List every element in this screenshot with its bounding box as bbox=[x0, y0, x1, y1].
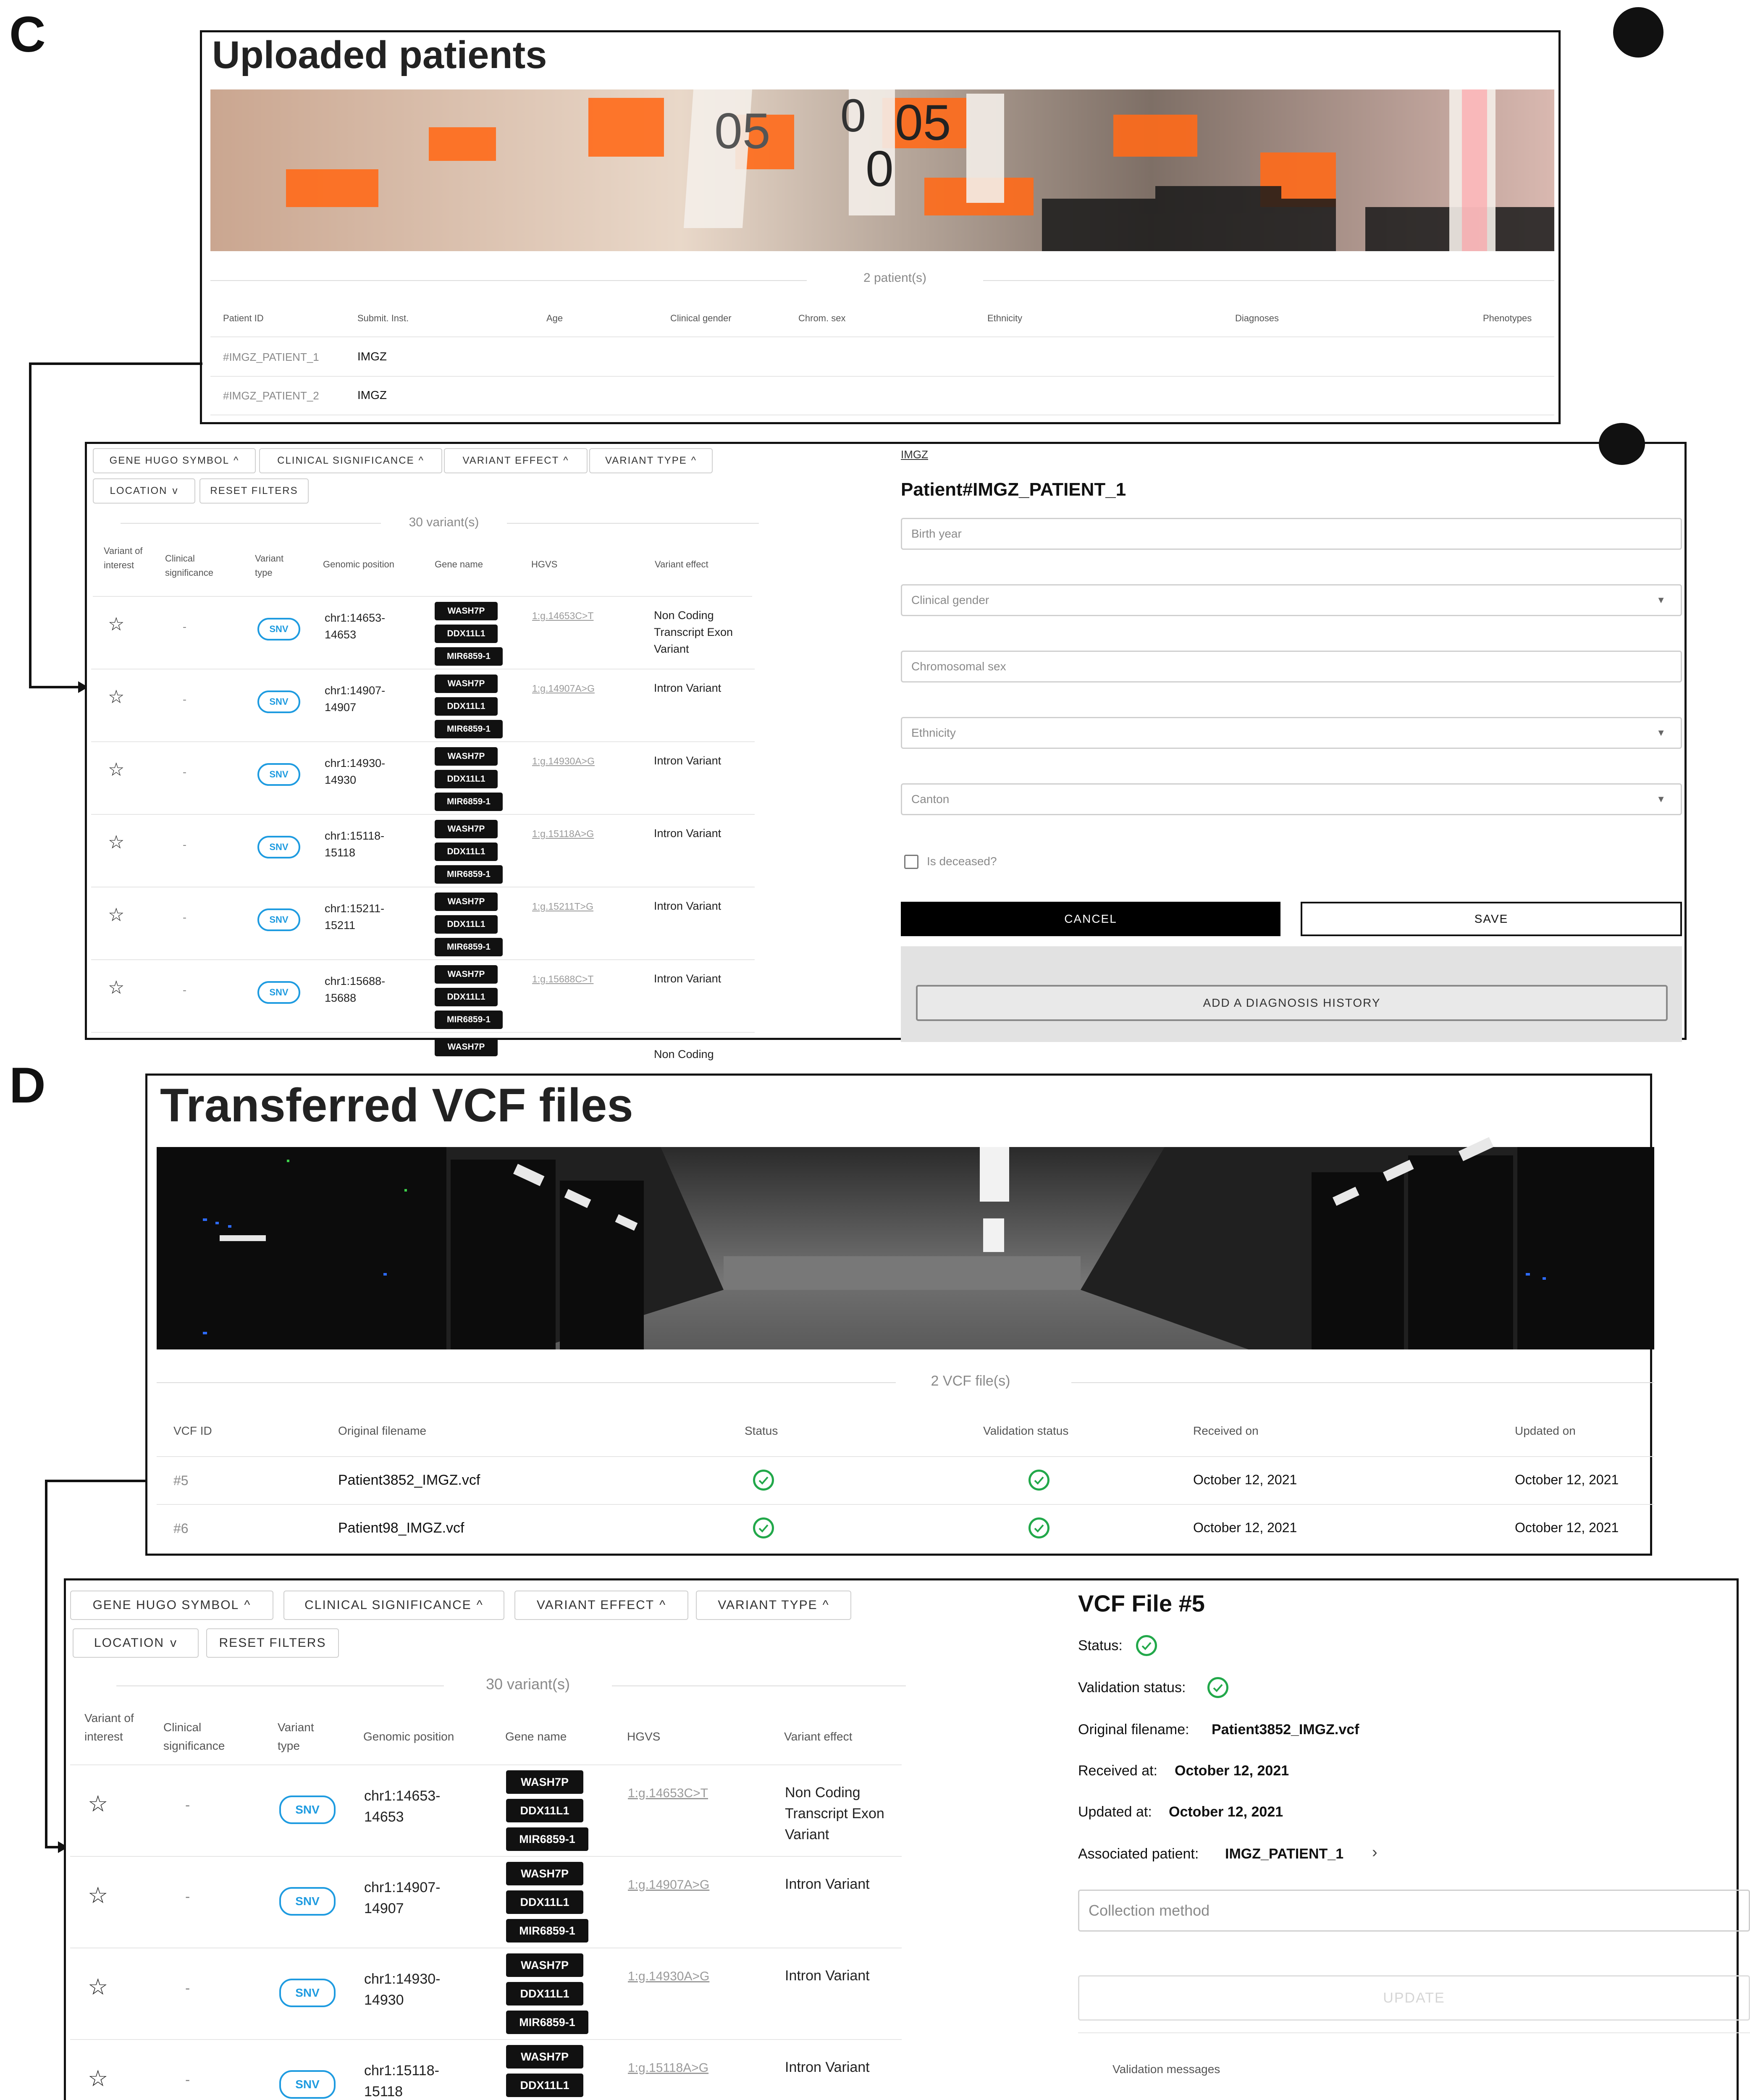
gene-chip[interactable]: WASH7P bbox=[506, 1862, 583, 1885]
page-title: Transferred VCF files bbox=[160, 1079, 633, 1131]
filter-variant-type[interactable]: VARIANT TYPE ^ bbox=[696, 1591, 851, 1620]
received-at-label: Received at: bbox=[1078, 1763, 1157, 1779]
clinical-significance: - bbox=[183, 620, 186, 633]
chevron-up-icon: ^ bbox=[822, 1598, 829, 1612]
hgvs-link[interactable]: 1:g.14653C>T bbox=[532, 610, 594, 621]
chevron-up-icon: ^ bbox=[244, 1598, 251, 1612]
col-header[interactable]: Patient ID bbox=[223, 313, 264, 323]
star-icon[interactable]: ☆ bbox=[108, 832, 125, 853]
gene-chip[interactable]: WASH7P bbox=[435, 747, 498, 766]
canton-select[interactable]: Canton ▼ bbox=[901, 783, 1682, 815]
variant-effect: Intron Variant bbox=[785, 1876, 870, 1892]
variant-row[interactable] bbox=[87, 887, 759, 960]
transferred-vcf-window bbox=[145, 1074, 1652, 1556]
genomic-position: chr1:14907-14907 bbox=[325, 684, 386, 714]
clinical-significance: - bbox=[183, 911, 186, 924]
col-header[interactable]: VCF ID bbox=[173, 1424, 212, 1437]
gene-chip[interactable]: MIR6859-1 bbox=[435, 865, 503, 884]
update-button[interactable]: UPDATE bbox=[1078, 1975, 1750, 2021]
reset-filters-button[interactable]: RESET FILTERS bbox=[199, 478, 309, 504]
chevron-up-icon: ^ bbox=[234, 455, 239, 466]
col-header[interactable]: Received on bbox=[1193, 1424, 1259, 1437]
col-header-clinical-significance[interactable]: Clinical significance bbox=[163, 1721, 225, 1752]
gene-chip[interactable]: DDX11L1 bbox=[435, 697, 498, 716]
genomic-position: chr1:14907-14907 bbox=[364, 1880, 441, 1916]
gene-chip[interactable]: WASH7P bbox=[506, 2045, 583, 2068]
gene-chip[interactable]: WASH7P bbox=[435, 965, 498, 984]
col-header-variant-effect[interactable]: Variant effect bbox=[655, 559, 708, 570]
gene-chip[interactable]: MIR6859-1 bbox=[435, 938, 503, 956]
patient-title: Patient#IMGZ_PATIENT_1 bbox=[901, 479, 1126, 500]
clinical-significance: - bbox=[185, 1889, 190, 1905]
genomic-position: chr1:14930-14930 bbox=[325, 757, 386, 786]
original-filename-value: Patient3852_IMGZ.vcf bbox=[1212, 1722, 1359, 1738]
vcf-id[interactable]: #5 bbox=[173, 1473, 189, 1488]
patient-id[interactable]: #IMGZ_PATIENT_1 bbox=[223, 351, 319, 363]
folder-number: 0 bbox=[840, 90, 866, 142]
col-header-gene-name[interactable]: Gene name bbox=[505, 1730, 567, 1743]
submit-inst: IMGZ bbox=[357, 350, 387, 363]
variant-effect: Intron Variant bbox=[654, 754, 722, 767]
gene-chip[interactable]: MIR6859-1 bbox=[435, 1011, 503, 1029]
col-header[interactable]: Diagnoses bbox=[1235, 313, 1279, 323]
validation-status-label: Validation status: bbox=[1078, 1680, 1186, 1696]
is-deceased-checkbox[interactable] bbox=[904, 855, 918, 869]
col-header-variant-of-interest[interactable]: Variant of interest bbox=[104, 546, 143, 570]
patient-count: 2 patient(s) bbox=[863, 271, 927, 285]
col-header[interactable]: Updated on bbox=[1515, 1424, 1576, 1437]
variant-type-badge: SNV bbox=[279, 1979, 336, 2007]
page-title: Uploaded patients bbox=[212, 34, 547, 76]
variant-type-badge: SNV bbox=[257, 618, 300, 640]
col-header[interactable]: Original filename bbox=[338, 1424, 427, 1437]
variant-effect: Intron Variant bbox=[785, 1968, 870, 1984]
variant-row[interactable] bbox=[66, 1765, 906, 1857]
gene-chip[interactable]: DDX11L1 bbox=[506, 1982, 583, 2006]
updated-on: October 12, 2021 bbox=[1515, 1520, 1619, 1535]
vcf-file-title: VCF File #5 bbox=[1078, 1590, 1205, 1617]
cancel-button[interactable]: CANCEL bbox=[901, 902, 1280, 936]
col-header-variant-effect[interactable]: Variant effect bbox=[784, 1730, 853, 1743]
variant-row[interactable] bbox=[87, 815, 759, 887]
genomic-position: chr1:14653-14653 bbox=[364, 1788, 441, 1825]
gene-chip[interactable]: DDX11L1 bbox=[506, 2074, 583, 2097]
patient-detail-window bbox=[85, 442, 1687, 1060]
genomic-position: chr1:15688-15688 bbox=[325, 975, 386, 1004]
chevron-right-icon[interactable]: › bbox=[1372, 1843, 1377, 1861]
gene-chip[interactable]: WASH7P bbox=[435, 602, 498, 620]
table-row[interactable] bbox=[157, 1458, 1654, 1503]
star-icon[interactable]: ☆ bbox=[108, 614, 125, 635]
collection-method-field[interactable]: Collection method bbox=[1078, 1890, 1750, 1932]
submit-inst: IMGZ bbox=[357, 388, 387, 402]
chevron-up-icon: ^ bbox=[476, 1598, 483, 1612]
hgvs-link[interactable]: 1:g.15118A>G bbox=[628, 2061, 709, 2075]
institution-link[interactable]: IMGZ bbox=[901, 448, 928, 461]
table-row[interactable] bbox=[157, 1506, 1654, 1551]
gene-chip[interactable]: DDX11L1 bbox=[506, 1799, 583, 1822]
variant-type-badge: SNV bbox=[279, 1796, 336, 1824]
variant-type-badge: SNV bbox=[257, 763, 300, 786]
dropdown-arrow-icon: ▼ bbox=[1656, 794, 1666, 804]
hgvs-link[interactable]: 1:g.15118A>G bbox=[532, 828, 594, 839]
hgvs-link[interactable]: 1:g.14907A>G bbox=[628, 1878, 710, 1892]
col-header-genomic-position[interactable]: Genomic position bbox=[323, 559, 394, 570]
col-header[interactable]: Submit. Inst. bbox=[357, 313, 409, 323]
vcf-id[interactable]: #6 bbox=[173, 1521, 189, 1536]
chevron-up-icon: ^ bbox=[563, 455, 569, 466]
variant-row[interactable] bbox=[66, 1857, 906, 1948]
gene-chip[interactable]: MIR6859-1 bbox=[435, 793, 503, 811]
clinical-significance: - bbox=[185, 1980, 190, 1996]
variant-effect: Intron Variant bbox=[785, 2059, 870, 2075]
gene-chip[interactable]: MIR6859-1 bbox=[506, 1919, 588, 1942]
genomic-position: chr1:15118-15118 bbox=[325, 830, 385, 859]
filter-gene-hugo-symbol[interactable]: GENE HUGO SYMBOL ^ bbox=[70, 1591, 273, 1620]
dropdown-arrow-icon: ▼ bbox=[1656, 595, 1666, 605]
gene-chip[interactable]: DDX11L1 bbox=[435, 915, 498, 934]
close-icon[interactable] bbox=[1599, 423, 1645, 465]
received-on: October 12, 2021 bbox=[1193, 1472, 1297, 1487]
filter-variant-effect[interactable]: VARIANT EFFECT ^ bbox=[444, 448, 588, 473]
panel-label-d: D bbox=[9, 1057, 46, 1113]
col-header-hgvs[interactable]: HGVS bbox=[627, 1730, 661, 1743]
col-header[interactable]: Clinical gender bbox=[670, 313, 732, 323]
chevron-down-icon: v bbox=[172, 485, 178, 496]
folder-number: 05 bbox=[714, 103, 771, 159]
original-filename-label: Original filename: bbox=[1078, 1722, 1189, 1738]
variant-count: 30 variant(s) bbox=[409, 515, 479, 529]
clinical-significance: - bbox=[185, 1797, 190, 1813]
variant-effect: Intron Variant bbox=[654, 682, 722, 694]
panel-label-c: C bbox=[9, 6, 46, 63]
vcf-filename: Patient98_IMGZ.vcf bbox=[338, 1520, 464, 1536]
clinical-significance: - bbox=[183, 766, 186, 778]
ethnicity-select[interactable]: Ethnicity ▼ bbox=[901, 717, 1682, 749]
associated-patient-label: Associated patient: bbox=[1078, 1846, 1199, 1862]
star-icon[interactable]: ☆ bbox=[108, 759, 125, 780]
col-header[interactable]: Ethnicity bbox=[987, 313, 1023, 323]
received-on: October 12, 2021 bbox=[1193, 1520, 1297, 1535]
filter-location[interactable]: LOCATION v bbox=[93, 478, 195, 504]
gene-chip[interactable]: MIR6859-1 bbox=[506, 2011, 588, 2034]
birth-year-field[interactable]: Birth year bbox=[901, 518, 1682, 550]
gene-chip[interactable]: WASH7P bbox=[435, 892, 498, 911]
star-icon[interactable]: ☆ bbox=[88, 2066, 108, 2091]
dropdown-arrow-icon: ▼ bbox=[1656, 727, 1666, 738]
gene-chip[interactable]: DDX11L1 bbox=[435, 770, 498, 788]
gene-chip[interactable]: WASH7P bbox=[506, 1953, 583, 1977]
gene-chip[interactable]: WASH7P bbox=[435, 1038, 498, 1056]
variant-effect: Non Coding Transcript Exon Variant bbox=[785, 1785, 884, 1843]
validation-check-icon bbox=[1028, 1517, 1049, 1538]
hgvs-link[interactable]: 1:g.14930A>G bbox=[628, 1969, 710, 1983]
genomic-position: chr1:14930-14930 bbox=[364, 1971, 441, 2008]
validation-check-icon bbox=[1028, 1470, 1049, 1491]
vcf-filename: Patient3852_IMGZ.vcf bbox=[338, 1472, 480, 1488]
variant-table-body bbox=[66, 1765, 906, 2100]
hgvs-link[interactable]: 1:g.15211T>G bbox=[532, 901, 593, 912]
gene-chip[interactable]: WASH7P bbox=[435, 820, 498, 838]
col-header[interactable]: Validation status bbox=[983, 1424, 1069, 1437]
hgvs-link[interactable]: 1:g.15688C>T bbox=[532, 974, 594, 984]
clinical-significance: - bbox=[183, 984, 186, 996]
status-check-icon bbox=[753, 1470, 774, 1491]
filter-clinical-significance[interactable]: CLINICAL SIGNIFICANCE ^ bbox=[259, 448, 442, 473]
col-header-clinical-significance[interactable]: Clinical significance bbox=[165, 553, 213, 578]
filter-clinical-significance[interactable]: CLINICAL SIGNIFICANCE ^ bbox=[283, 1591, 504, 1620]
associated-patient-link[interactable]: IMGZ_PATIENT_1 bbox=[1225, 1846, 1344, 1862]
filter-variant-effect[interactable]: VARIANT EFFECT ^ bbox=[514, 1591, 688, 1620]
clinical-significance: - bbox=[183, 838, 186, 851]
patient-id[interactable]: #IMGZ_PATIENT_2 bbox=[223, 389, 319, 402]
received-at-value: October 12, 2021 bbox=[1175, 1763, 1289, 1779]
hgvs-link[interactable]: 1:g.14930A>G bbox=[532, 756, 595, 766]
variant-effect: Intron Variant bbox=[654, 900, 722, 912]
variant-row[interactable] bbox=[87, 597, 759, 669]
variant-effect: Non Coding bbox=[654, 1048, 714, 1060]
vcf-count: 2 VCF file(s) bbox=[931, 1373, 1010, 1389]
variant-type-badge: SNV bbox=[257, 836, 300, 858]
star-icon[interactable]: ☆ bbox=[88, 1974, 108, 2000]
star-icon[interactable]: ☆ bbox=[88, 1883, 108, 1908]
chevron-up-icon: ^ bbox=[659, 1598, 666, 1612]
variant-row[interactable] bbox=[87, 742, 759, 815]
col-header-gene-name[interactable]: Gene name bbox=[435, 559, 483, 570]
col-header[interactable]: Chrom. sex bbox=[798, 313, 846, 323]
star-icon[interactable]: ☆ bbox=[88, 1791, 108, 1816]
gene-chip[interactable]: DDX11L1 bbox=[506, 1890, 583, 1914]
chromosomal-sex-field[interactable]: Chromosomal sex bbox=[901, 651, 1682, 682]
gene-chip[interactable]: MIR6859-1 bbox=[435, 720, 503, 738]
variant-type-badge: SNV bbox=[279, 2070, 336, 2099]
col-header-variant-type[interactable]: Variant type bbox=[255, 553, 284, 578]
chevron-up-icon: ^ bbox=[691, 455, 697, 466]
add-diagnosis-history-button[interactable]: ADD A DIAGNOSIS HISTORY bbox=[916, 985, 1668, 1021]
variant-table-body bbox=[87, 597, 759, 1060]
variant-row[interactable] bbox=[66, 1948, 906, 2040]
variant-row[interactable] bbox=[87, 669, 759, 742]
gene-chip[interactable]: MIR6859-1 bbox=[506, 1827, 588, 1851]
variant-count: 30 variant(s) bbox=[485, 1675, 570, 1693]
validation-check-icon bbox=[1207, 1677, 1228, 1698]
is-deceased-label: Is deceased? bbox=[927, 855, 997, 868]
star-icon[interactable]: ☆ bbox=[108, 905, 125, 925]
clinical-significance: - bbox=[183, 693, 186, 706]
status-check-icon bbox=[1136, 1635, 1157, 1656]
col-header[interactable]: Age bbox=[546, 313, 563, 323]
chevron-up-icon: ^ bbox=[418, 455, 424, 466]
vcf-detail-window bbox=[64, 1578, 1739, 2100]
filter-gene-hugo-symbol[interactable]: GENE HUGO SYMBOL ^ bbox=[93, 448, 256, 473]
gene-chip[interactable]: MIR6859-1 bbox=[435, 647, 503, 666]
genomic-position: chr1:15118-15118 bbox=[364, 2063, 439, 2100]
updated-at-value: October 12, 2021 bbox=[1169, 1804, 1283, 1820]
hgvs-link[interactable]: 1:g.14653C>T bbox=[628, 1786, 708, 1800]
save-button[interactable]: SAVE bbox=[1301, 902, 1682, 936]
variant-effect: Non Coding Transcript Exon Variant bbox=[654, 609, 733, 655]
variant-type-badge: SNV bbox=[257, 690, 300, 713]
col-header[interactable]: Phenotypes bbox=[1483, 313, 1532, 323]
server-room-banner-image bbox=[157, 1147, 1654, 1349]
filter-location[interactable]: LOCATION v bbox=[73, 1628, 199, 1658]
col-header-hgvs[interactable]: HGVS bbox=[531, 559, 558, 570]
reset-filters-button[interactable]: RESET FILTERS bbox=[206, 1628, 339, 1658]
variant-type-badge: SNV bbox=[279, 1887, 336, 1916]
variant-row[interactable] bbox=[87, 960, 759, 1033]
genomic-position: chr1:14653-14653 bbox=[325, 612, 386, 641]
folder-number: 0 bbox=[866, 141, 894, 197]
gene-chip[interactable]: DDX11L1 bbox=[435, 625, 498, 643]
hgvs-link[interactable]: 1:g.14907A>G bbox=[532, 683, 595, 694]
variant-effect: Intron Variant bbox=[654, 972, 722, 985]
status-label: Status: bbox=[1078, 1638, 1123, 1654]
variant-row[interactable] bbox=[87, 1033, 759, 1058]
col-header-variant-type[interactable]: Variant type bbox=[278, 1721, 314, 1752]
updated-at-label: Updated at: bbox=[1078, 1804, 1152, 1820]
variant-type-badge: SNV bbox=[257, 908, 300, 931]
col-header[interactable]: Status bbox=[745, 1424, 778, 1437]
validation-messages-header: Validation messages bbox=[1112, 2063, 1220, 2076]
updated-on: October 12, 2021 bbox=[1515, 1472, 1619, 1487]
variant-row[interactable] bbox=[66, 2040, 906, 2100]
filter-variant-type[interactable]: VARIANT TYPE ^ bbox=[589, 448, 713, 473]
gene-chip[interactable]: DDX11L1 bbox=[435, 843, 498, 861]
clinical-significance: - bbox=[185, 2072, 190, 2088]
genomic-position: chr1:15211-15211 bbox=[325, 902, 385, 932]
col-header-genomic-position[interactable]: Genomic position bbox=[363, 1730, 454, 1743]
col-header-variant-of-interest[interactable]: Variant of interest bbox=[84, 1712, 134, 1743]
gene-chip[interactable]: WASH7P bbox=[506, 1770, 583, 1794]
variant-effect: Intron Variant bbox=[654, 827, 722, 840]
variant-type-badge: SNV bbox=[257, 981, 300, 1004]
folder-number: 05 bbox=[895, 94, 951, 151]
chevron-down-icon: v bbox=[170, 1636, 178, 1650]
status-check-icon bbox=[753, 1517, 774, 1538]
gene-chip[interactable]: WASH7P bbox=[435, 675, 498, 693]
clinical-gender-select[interactable]: Clinical gender ▼ bbox=[901, 584, 1682, 616]
star-icon[interactable]: ☆ bbox=[108, 977, 125, 998]
star-icon[interactable]: ☆ bbox=[108, 687, 125, 707]
gene-chip[interactable]: DDX11L1 bbox=[435, 988, 498, 1006]
